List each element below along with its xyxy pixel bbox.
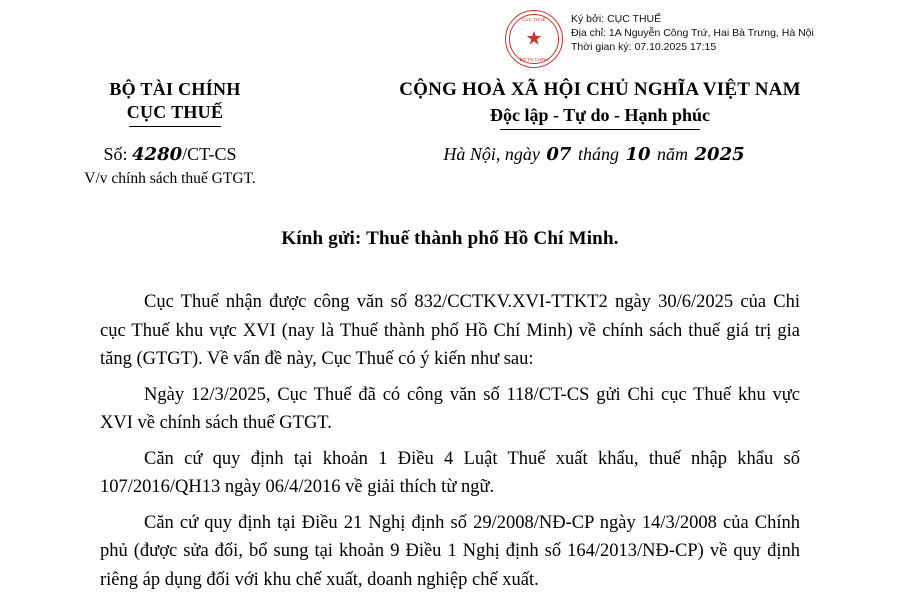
- official-seal-icon: [505, 10, 563, 68]
- seal-bottom-text: BỘ TÀI CHÍNH: [519, 57, 549, 62]
- document-number-block: [0, 142, 330, 189]
- signature-details: [571, 10, 814, 54]
- national-heading: [330, 78, 900, 127]
- digital-signature-block: [505, 10, 814, 68]
- date-year: 2025: [694, 144, 745, 165]
- recipient-line: Kính gửi: Thuế thành phố Hồ Chí Minh.: [281, 228, 619, 249]
- body-paragraph: Căn cứ quy định tại Điều 21 Nghị định số 29/2008/NĐ-CP ngày 14/3/2008 của Chính phủ (được sửa đổi, bổ sung tại khoản 9 Điều 1 Nghị định số 164/2013/NĐ-CP) về quy định riêng áp dụng đối với khu chế xuất, doanh nghiệp chế xuất.: [100, 512, 800, 590]
- date-month: 10: [625, 144, 651, 165]
- year-label: năm: [657, 144, 689, 164]
- date-day: 07: [546, 144, 572, 165]
- signature-time: Thời gian ký: 07.10.2025 17:15: [571, 41, 717, 53]
- department-name: CỤC THUẾ: [121, 101, 230, 124]
- document-header: [0, 78, 900, 127]
- signature-signed-by: Ký bởi: CỤC THUẾ: [571, 13, 662, 25]
- ministry-name: BỘ TÀI CHÍNH: [109, 79, 241, 99]
- place-date-line: [330, 142, 860, 167]
- month-label: tháng: [577, 144, 619, 164]
- country-name: CỘNG HOÀ XÃ HỘI CHỦ NGHĨA VIỆT NAM: [399, 79, 801, 100]
- document-number-label: Số:: [103, 144, 128, 164]
- document-number-line: [10, 142, 330, 167]
- document-subject: V/v chính sách thuế GTGT.: [84, 170, 256, 187]
- seal-star-icon: ★: [525, 28, 543, 50]
- body-paragraph: Ngày 12/3/2025, Cục Thuế đã có công văn số 118/CT-CS gửi Chi cục Thuế khu vực XVI về chính sách thuế GTGT.: [100, 384, 800, 433]
- document-meta: [0, 142, 900, 189]
- document-number-value: 4280: [132, 144, 183, 165]
- body-paragraph: Cục Thuế nhận được công văn số 832/CCTKV.XVI-TTKT2 ngày 30/6/2025 của Chi cục Thuế khu vực XVI (nay là Thuế thành phố Hồ Chí Minh) về chính sách thuế giá trị gia tăng (GTGT). Về vấn đề này, Cục Thuế có ý kiến như sau:: [100, 292, 800, 369]
- issuing-authority: [0, 78, 330, 127]
- seal-top-text: CỤC THUẾ: [522, 17, 546, 22]
- national-motto: Độc lập - Tự do - Hạnh phúc: [486, 103, 714, 127]
- document-number-suffix: /CT-CS: [182, 144, 237, 164]
- body-paragraph: Căn cứ quy định tại khoản 1 Điều 4 Luật Thuế xuất khẩu, thuế nhập khẩu số 107/2016/QH13 ngày 06/4/2016 về giải thích từ ngữ.: [100, 448, 800, 497]
- place-label: Hà Nội, ngày: [443, 144, 540, 164]
- signature-address: Địa chỉ: 1A Nguyễn Công Trứ, Hai Bà Trưng, Hà Nội: [571, 27, 814, 39]
- document-body: [100, 288, 800, 601]
- place-date-block: [330, 142, 900, 189]
